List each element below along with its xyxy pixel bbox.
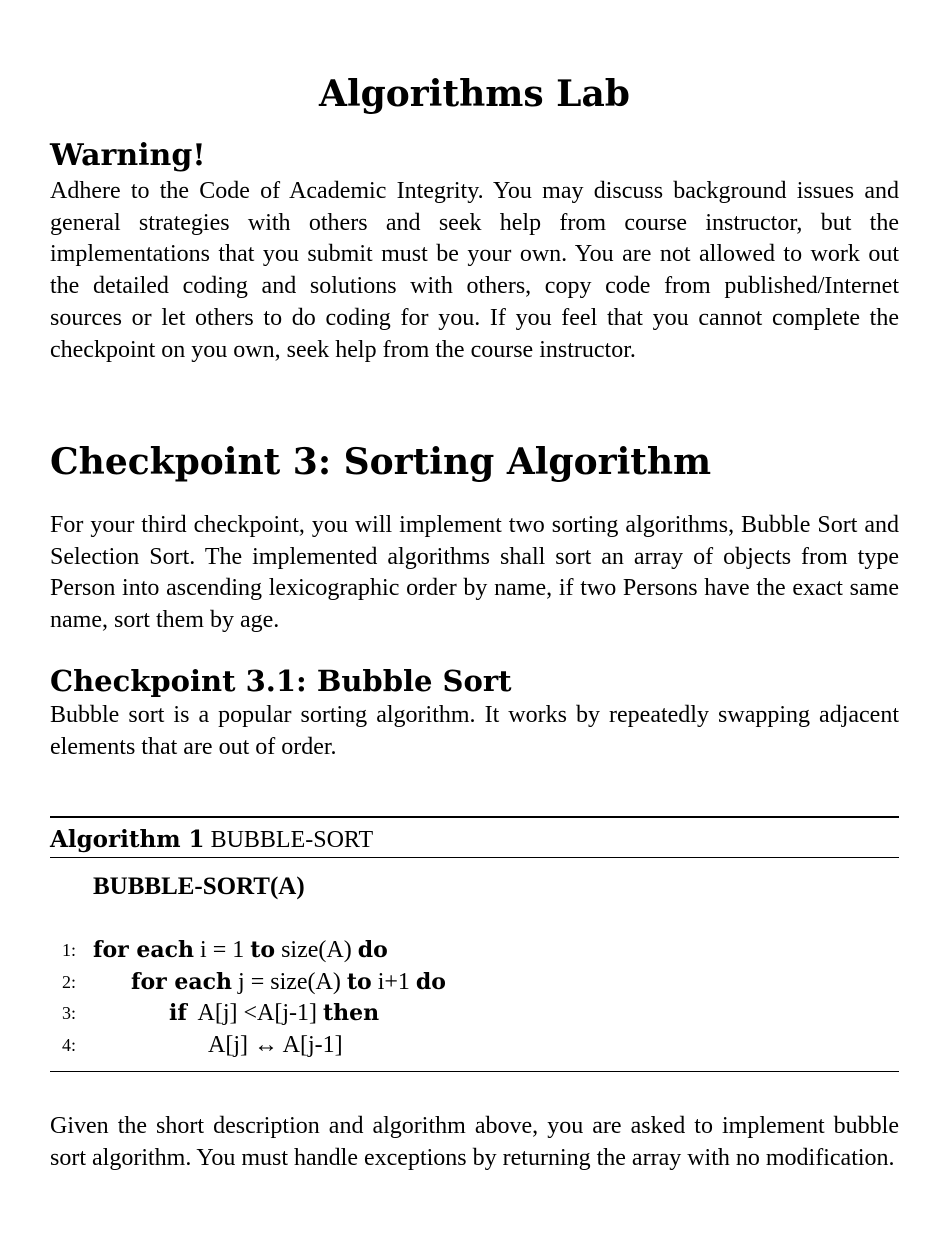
algorithm-caption	[50, 824, 373, 856]
line-code	[131, 966, 446, 998]
algorithm-label: Algorithm 1	[50, 826, 205, 853]
keyword: do	[357, 937, 388, 963]
algorithm-procedure-name: BUBBLE-SORT(A)	[93, 873, 305, 900]
algorithm-line	[50, 1029, 899, 1061]
keyword: do	[415, 969, 446, 995]
code-text: i = 1	[194, 937, 251, 963]
code-text: i+1	[371, 969, 416, 995]
subsection-paragraph: Bubble sort is a popular sorting algorithm. It works by repeatedly swapping adjacent elements that are out of order.	[50, 702, 899, 760]
warning-heading: Warning!	[50, 138, 206, 173]
closing-paragraph: Given the short description and algorithm above, you are asked to implement bubble sort algorithm. You must handle exceptions by returning the array with no modification.	[50, 1113, 899, 1171]
algorithm-caption-text: BUBBLE-SORT	[210, 827, 374, 853]
section-heading: Checkpoint 3: Sorting Algorithm	[50, 441, 712, 483]
algorithm-line	[50, 997, 899, 1029]
algorithm-mid-rule	[50, 857, 899, 858]
section-intro-paragraph: For your third checkpoint, you will implement two sorting algorithms, Bubble Sort and Selection Sort. The implemented algorithms shall sort an array of objects from type Person into ascending lexicographic order by name, if two Persons have the exact same name, sort them by age.	[50, 512, 899, 634]
subsection-heading: Checkpoint 3.1: Bubble Sort	[50, 664, 512, 698]
keyword: to	[250, 937, 276, 963]
line-number: 1:	[62, 940, 77, 960]
code-text: A[j] <A[j-1]	[186, 1000, 323, 1026]
keyword: for each	[93, 937, 195, 963]
keyword: for each	[131, 969, 233, 995]
algorithm-bottom-rule	[50, 1071, 899, 1072]
keyword: if	[169, 1000, 187, 1026]
line-number: 2:	[62, 972, 77, 992]
line-code	[208, 1029, 343, 1061]
warning-paragraph: Adhere to the Code of Academic Integrity. You may discuss background issues and general strategies with others and seek help from course instructor, but the implementations that you submit must be your own. You are not allowed to work out the detailed coding and solutions with others, copy code from published/Internet sources or let others to do coding for you. If you feel that you cannot complete the checkpoint on you own, seek help from the course instructor.	[50, 178, 899, 363]
line-code	[169, 997, 379, 1029]
code-text: j = size(A)	[232, 969, 347, 995]
page-title: Algorithms Lab	[319, 73, 630, 115]
code-text: size(A)	[275, 937, 358, 963]
keyword: to	[346, 969, 372, 995]
algorithm-line	[50, 934, 899, 966]
line-code	[93, 934, 388, 966]
algorithm-line	[50, 966, 899, 998]
line-number: 4:	[62, 1035, 77, 1055]
algorithm-top-rule	[50, 816, 899, 818]
line-number: 3:	[62, 1003, 77, 1023]
code-text: A[j] ↔ A[j-1]	[208, 1032, 343, 1058]
keyword: then	[323, 1000, 380, 1026]
